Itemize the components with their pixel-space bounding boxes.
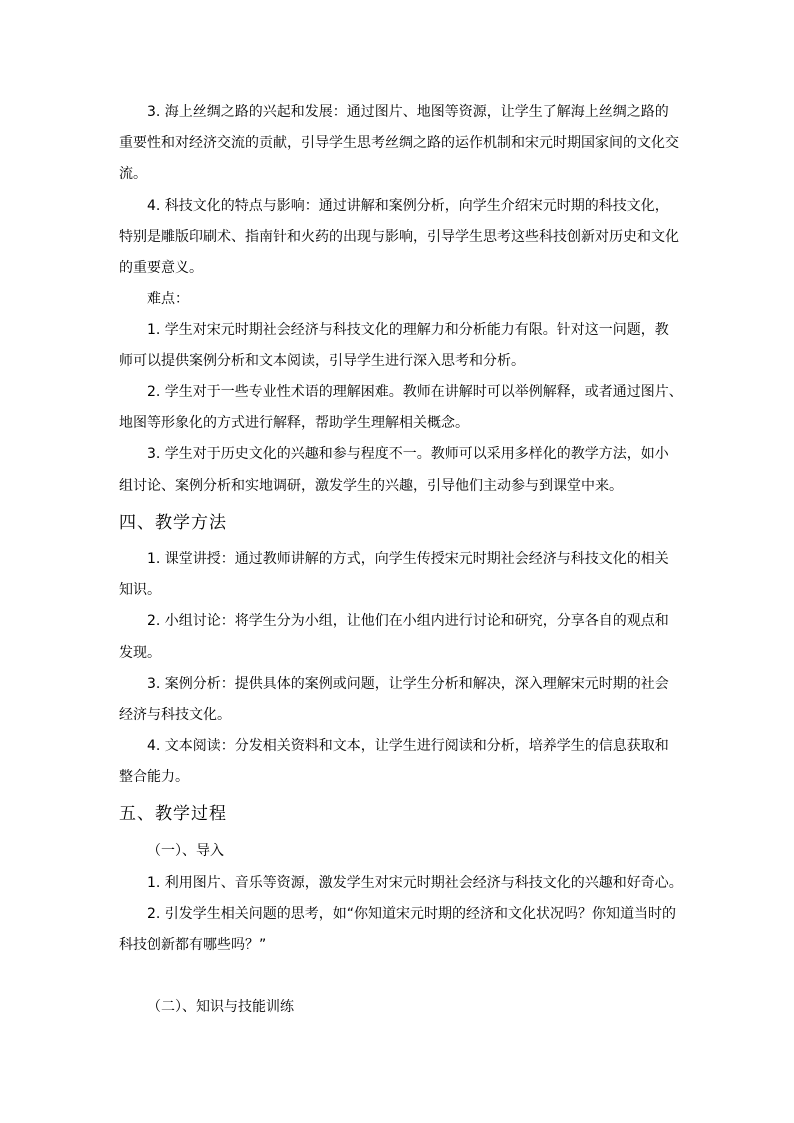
- paragraph-line: 1. 学生对宋元时期社会经济与科技文化的理解力和分析能力有限。针对这一问题，教: [147, 322, 669, 338]
- paragraph-line: 2. 引发学生相关问题的思考，如“你知道宋元时期的经济和文化状况吗？你知道当时的: [147, 906, 677, 922]
- subheading-skills-training: （二）、知识与技能训练: [147, 999, 294, 1015]
- paragraph-line: 4. 科技文化的特点与影响：通过讲解和案例分析，向学生介绍宋元时期的科技文化，: [147, 198, 669, 214]
- paragraph-line: 4. 文本阅读：分发相关资料和文本，让学生进行阅读和分析，培养学生的信息获取和: [147, 738, 669, 754]
- subheading-intro: （一）、导入: [147, 843, 224, 859]
- paragraph-line: 1. 课堂讲授：通过教师讲解的方式，向学生传授宋元时期社会经济与科技文化的相关: [147, 551, 669, 567]
- subheading-difficulties: 难点：: [147, 291, 189, 307]
- paragraph-line: 科技创新都有哪些吗？”: [119, 937, 267, 953]
- paragraph-line: 知识。: [119, 582, 161, 598]
- paragraph-line: 3. 学生对于历史文化的兴趣和参与程度不一。教师可以采用多样化的教学方法，如小: [147, 446, 669, 462]
- paragraph-line: 特别是雕版印刷术、指南针和火药的出现与影响，引导学生思考这些科技创新对历史和文化: [119, 229, 679, 245]
- section-heading: 五、教学过程: [119, 804, 227, 824]
- paragraph-line: 的重要意义。: [119, 260, 203, 276]
- section-heading: 四、教学方法: [119, 513, 227, 533]
- paragraph-line: 整合能力。: [119, 769, 189, 785]
- paragraph-line: 2. 学生对于一些专业性术语的理解困难。教师在讲解时可以举例解释，或者通过图片、: [147, 384, 683, 400]
- paragraph-line: 组讨论、案例分析和实地调研，激发学生的兴趣，引导他们主动参与到课堂中来。: [119, 478, 623, 494]
- paragraph-line: 重要性和对经济交流的贡献，引导学生思考丝绸之路的运作机制和宋元时期国家间的文化交: [119, 135, 679, 151]
- paragraph-line: 发现。: [119, 645, 161, 661]
- paragraph-line: 2. 小组讨论：将学生分为小组，让他们在小组内进行讨论和研究，分享各自的观点和: [147, 613, 669, 629]
- paragraph-line: 经济与科技文化。: [119, 707, 231, 723]
- paragraph-line: 3. 海上丝绸之路的兴起和发展：通过图片、地图等资源，让学生了解海上丝绸之路的: [147, 104, 669, 120]
- paragraph-line: 师可以提供案例分析和文本阅读，引导学生进行深入思考和分析。: [119, 353, 525, 369]
- paragraph-line: 地图等形象化的方式进行解释，帮助学生理解相关概念。: [119, 415, 469, 431]
- paragraph-line: 流。: [119, 166, 147, 182]
- paragraph-line: 1. 利用图片、音乐等资源，激发学生对宋元时期社会经济与科技文化的兴趣和好奇心。: [147, 875, 683, 891]
- paragraph-line: 3. 案例分析：提供具体的案例或问题，让学生分析和解决，深入理解宋元时期的社会: [147, 676, 669, 692]
